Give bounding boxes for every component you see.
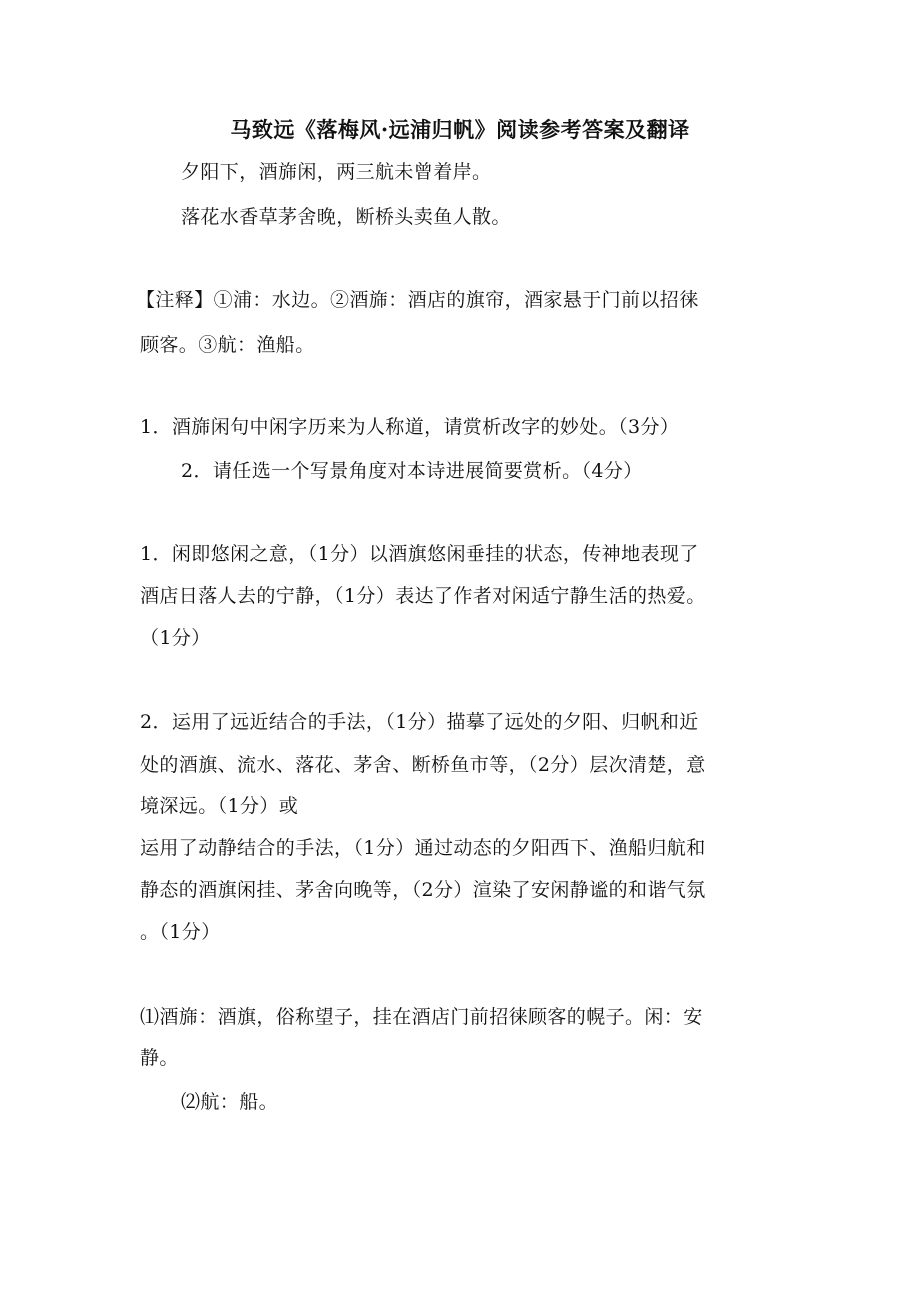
poem-line-1: 夕阳下，酒旆闲，两三航未曾着岸。 [181, 161, 492, 183]
translation-line-1: ⑴酒旆：酒旗，俗称望子，挂在酒店门前招徕顾客的幌子。闲：安 [140, 1006, 703, 1028]
answer-1-line-1: 1．闲即悠闲之意，（1分）以酒旗悠闲垂挂的状态，传神地表现了 [140, 543, 699, 565]
question-1: 1．酒旆闲句中闲字历来为人称道，请赏析改字的妙处。（3分） [140, 416, 680, 438]
answer-2-line-6: 。（1分） [140, 921, 221, 943]
answer-2-line-5: 静态的酒旗闲挂、茅舍向晚等，（2分）渲染了安闲静谧的和谐气氛 [140, 879, 706, 901]
answer-1-line-3: （1分） [140, 627, 211, 649]
answer-2-line-2: 处的酒旗、流水、落花、茅舍、断桥鱼市等，（2分）层次清楚，意 [140, 754, 706, 776]
answer-1-line-2: 酒店日落人去的宁静，（1分）表达了作者对闲适宁静生活的热爱。 [140, 585, 706, 607]
notes-line-2: 顾客。③航：渔船。 [140, 334, 315, 356]
answer-2-line-1: 2．运用了远近结合的手法，（1分）描摹了远处的夕阳、归帆和近 [140, 711, 699, 733]
answer-2-line-3: 境深远。（1分）或 [140, 795, 299, 817]
answer-2-line-4: 运用了动静结合的手法，（1分）通过动态的夕阳西下、渔船归航和 [140, 837, 706, 859]
document-title: 马致远《落梅风·远浦归帆》阅读参考答案及翻译 [230, 117, 690, 142]
notes-line-1: 【注释】①浦：水边。②酒旆：酒店的旗帘，酒家悬于门前以招徕 [136, 289, 699, 311]
translation-line-2: 静。 [140, 1047, 179, 1069]
poem-line-2: 落花水香草茅舍晚，断桥头卖鱼人散。 [181, 206, 511, 228]
question-2: 2．请任选一个写景角度对本诗进展简要赏析。（4分） [181, 460, 643, 482]
translation-line-3: ⑵航：船。 [181, 1091, 279, 1113]
